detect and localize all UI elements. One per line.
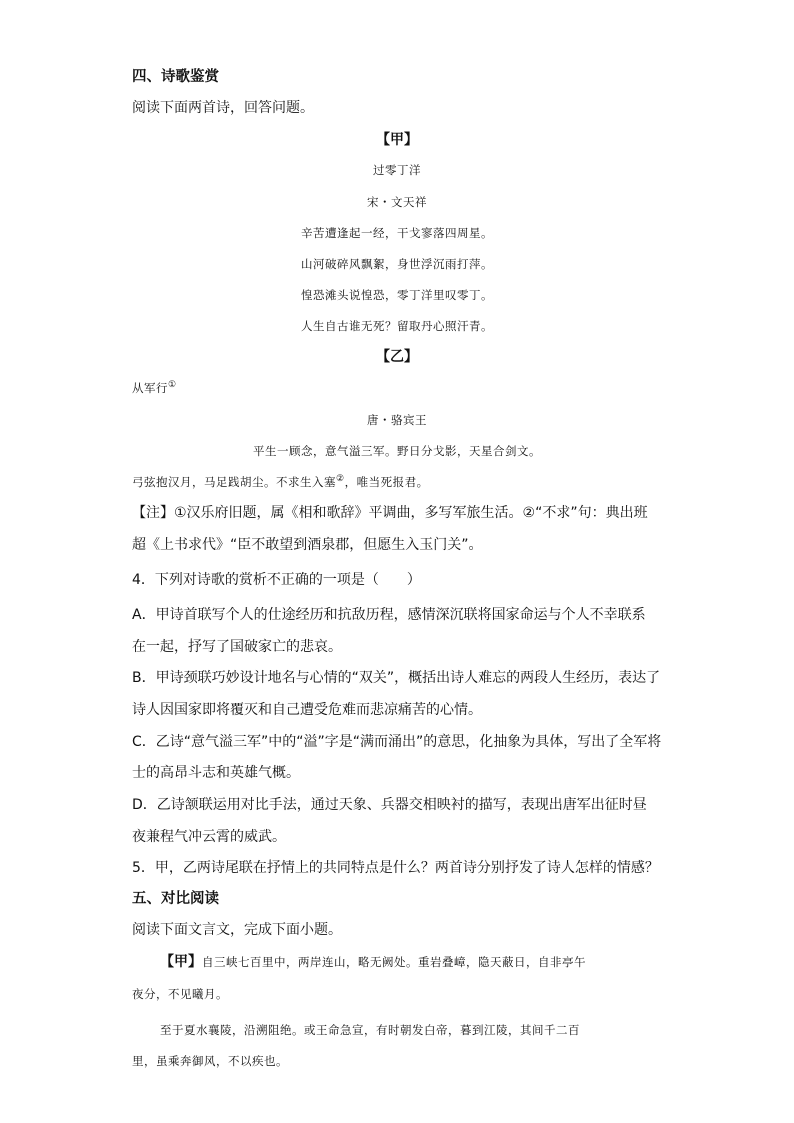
passage-jia-line-3: 至于夏水襄陵，沿溯阻绝。或王命急宣，有时朝发白帝，暮到江陵，其间千二百 [160,1023,580,1037]
passage-jia-line-4: 里，虽乘奔御风，不以疾也。 [132,1054,288,1068]
poem-yi-line-2-part-1: 弓弦抱汉月，马足践胡尘。不求生入塞 [132,475,336,489]
poem-yi-line-2-part-2: ，唯当死报君。 [344,475,429,489]
poem-jia-label: 【甲】 [376,132,418,148]
option-c-line-2: 士的高昂斗志和英雄气概。 [132,765,300,781]
poem-jia-line-3: 惶恐滩头说惶恐，零丁洋里叹零丁。 [301,288,493,302]
passage-jia-line-1 [160,952,586,972]
question-5: 5．甲，乙两诗尾联在抒情上的共同特点是什么？两首诗分别抒发了诗人怎样的情感？ [132,860,659,876]
poem-jia-line-1: 辛苦遭逢起一经，干戈寥落四周星。 [301,226,493,240]
note-line-2: 超《上书求代》“臣不敢望到酒泉郡，但愿生入玉门关”。 [132,537,483,553]
poem-jia-author: 宋・文天祥 [367,195,427,209]
poem-yi-author: 唐・骆宾王 [367,413,427,427]
poem-jia-line-4: 人生自古谁无死？留取丹心照汗青。 [301,319,493,333]
section-intro-poetry: 阅读下面两首诗，回答问题。 [132,100,314,116]
passage-jia-text-1: 自三峡七百里中，两岸连山，略无阙处。重岩叠嶂，隐天蔽日，自非亭午 [202,955,586,969]
poem-yi-title-text: 从军行 [132,381,168,395]
passage-jia-label: 【甲】 [160,954,202,970]
option-d-line-2: 夜兼程气冲云霄的威武。 [132,829,286,845]
poem-jia-line-2: 山河破碎风飘絮，身世浮沉雨打萍。 [301,257,493,271]
section-heading-comparative: 五、对比阅读 [132,891,219,907]
option-b-line-2: 诗人因国家即将覆灭和自己遭受危难而悲凉痛苦的心情。 [132,702,482,718]
option-a-line-1: A．甲诗首联写个人的仕途经历和抗敌历程，感情深沉联将国家命运与个人不幸联系 [132,607,646,623]
section-heading-poetry: 四、诗歌鉴赏 [132,69,219,85]
option-b-line-1: B．甲诗颈联巧妙设计地名与心情的“双关”，概括出诗人难忘的两段人生经历，表达了 [132,670,661,686]
poem-yi-title [132,378,177,398]
poem-yi-line-1: 平生一顾念，意气溢三军。野日分戈影，天星合剑文。 [253,444,541,458]
footnote-marker-2: ② [336,474,345,485]
poem-jia-title: 过零丁洋 [373,163,421,177]
passage-jia-line-2: 夜分，不见曦月。 [132,987,228,1001]
poem-yi-line-2 [132,472,429,492]
option-c-line-1: C．乙诗“意气溢三军”中的“溢”字是“满而涌出”的意思，化抽象为具体，写出了全军将 [132,734,662,750]
section-intro-comparative: 阅读下面文言文，完成下面小题。 [132,922,342,938]
note-line-1: 【注】①汉乐府旧题，属《相和歌辞》平调曲，多写军旅生活。②“不求”句：典出班 [132,505,648,521]
question-4-stem: 4．下列对诗歌的赏析不正确的一项是（ ） [132,572,421,588]
option-a-line-2: 在一起，抒写了国破家亡的悲哀。 [132,639,342,655]
poem-yi-label: 【乙】 [376,349,418,365]
option-d-line-1: D．乙诗颔联运用对比手法，通过天象、兵器交相映衬的描写，表现出唐军出征时昼 [132,797,647,813]
footnote-marker-1: ① [168,380,177,391]
